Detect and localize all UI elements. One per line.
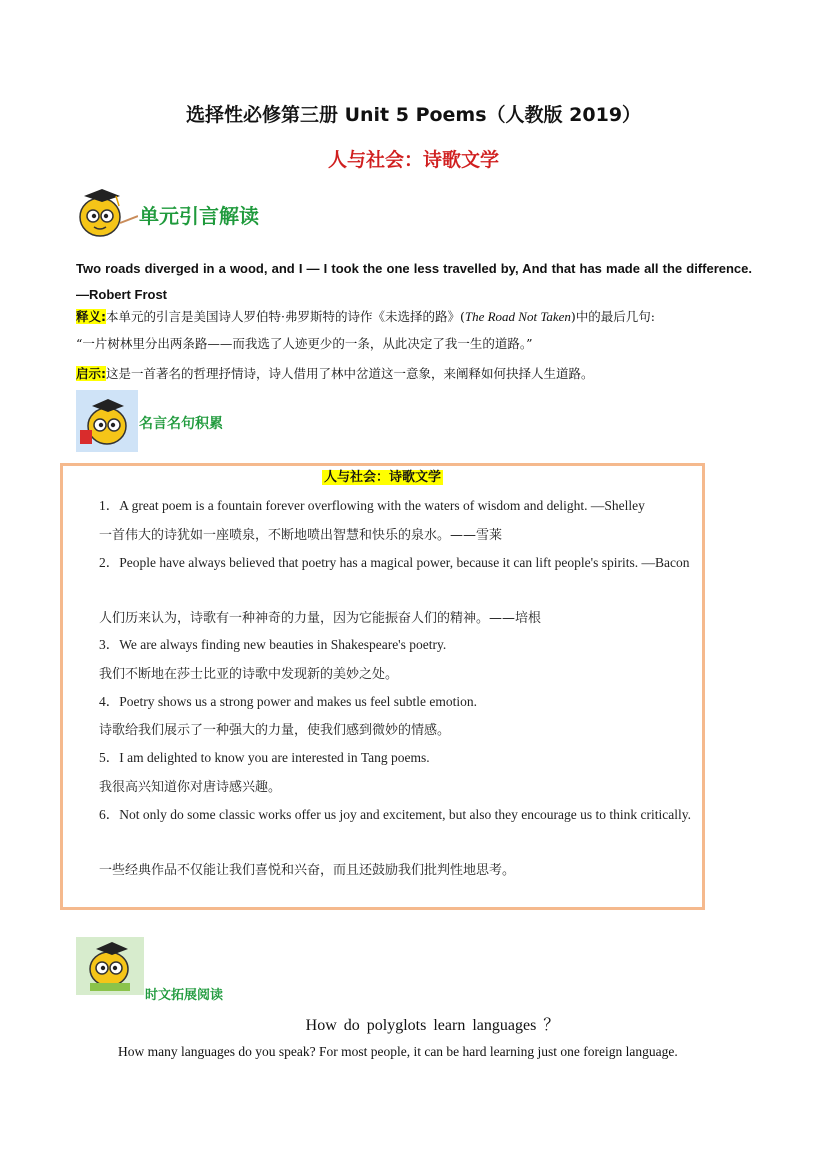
document-title: 选择性必修第三册 Unit 5 Poems（人教版 2019） (185, 104, 642, 126)
meaning-text-before: 本单元的引言是美国诗人罗伯特·弗罗斯特的诗作《未选择的路》( (106, 309, 465, 324)
insight-label: 启示: (76, 366, 106, 381)
document-subtitle: 人与社会：诗歌文学 (327, 149, 499, 171)
quotes-box (60, 463, 705, 910)
quote-en: 5．I am delighted to know you are interested in Tang poems. (99, 750, 430, 765)
section-heading-extended-reading: 时文拓展阅读 (145, 988, 224, 1003)
meaning-text-after: )中的最后几句: (570, 309, 656, 324)
quote-cn: 诗歌给我们展示了一种强大的力量，使我们感到微妙的情感。 (99, 723, 451, 738)
mascot-reading-icon (76, 390, 138, 452)
quote-cn: 我很高兴知道你对唐诗感兴趣。 (99, 780, 282, 795)
meaning-translation: “一片树林里分出两条路——而我选了人迹更少的一条，从此决定了我一生的道路。” (76, 336, 533, 351)
meaning-line (76, 307, 655, 325)
meaning-title-en: The Road Not Taken (464, 309, 571, 324)
mascot-graduate-icon (76, 183, 138, 241)
article-paragraph: How many languages do you speak? For most people, it can be hard learning just one foreign language. (118, 1044, 678, 1059)
section-heading-unit-intro: 单元引言解读 (139, 204, 259, 228)
quotes-box-title-wrap (63, 466, 702, 485)
quote-en: 2．People have always believed that poetry has a magical power, because it can lift people's spirits. —Bacon (99, 555, 690, 570)
quotes-box-title: 人与社会：诗歌文学 (323, 470, 441, 485)
quote-cn: 一首伟大的诗犹如一座喷泉，不断地喷出智慧和快乐的泉水。——雪莱 (99, 528, 503, 543)
quote-cn: 一些经典作品不仅能让我们喜悦和兴奋，而且还鼓励我们批判性地思考。 (99, 863, 516, 878)
quote-en: 1．A great poem is a fountain forever overflowing with the waters of wisdom and delight. —Shelley (99, 498, 645, 513)
mascot-extended-reading-icon (76, 937, 144, 995)
quote-cn: 人们历来认为，诗歌有一种神奇的力量，因为它能振奋人们的精神。——培根 (99, 611, 542, 626)
quote-en: 3．We are always finding new beauties in Shakespeare's poetry. (99, 637, 447, 652)
insight-line (76, 364, 594, 382)
section-heading-quotes: 名言名句积累 (139, 416, 223, 432)
insight-text: 这是一首著名的哲理抒情诗，诗人借用了林中岔道这一意象，来阐释如何抉择人生道路。 (106, 366, 594, 381)
meaning-label: 释义: (76, 309, 106, 324)
article-title: How do polyglots learn languages ？ (305, 1017, 560, 1034)
quote-en: 6．Not only do some classic works offer us joy and excitement, but also they encourage us to think critically. (99, 807, 691, 822)
unit-quote: Two roads diverged in a wood, and I — I took the one less travelled by, And that has made all the difference.—Robert Frost (76, 261, 752, 302)
quote-en: 4．Poetry shows us a strong power and makes us feel subtle emotion. (99, 694, 477, 709)
quote-cn: 我们不断地在莎士比亚的诗歌中发现新的美妙之处。 (99, 667, 399, 682)
